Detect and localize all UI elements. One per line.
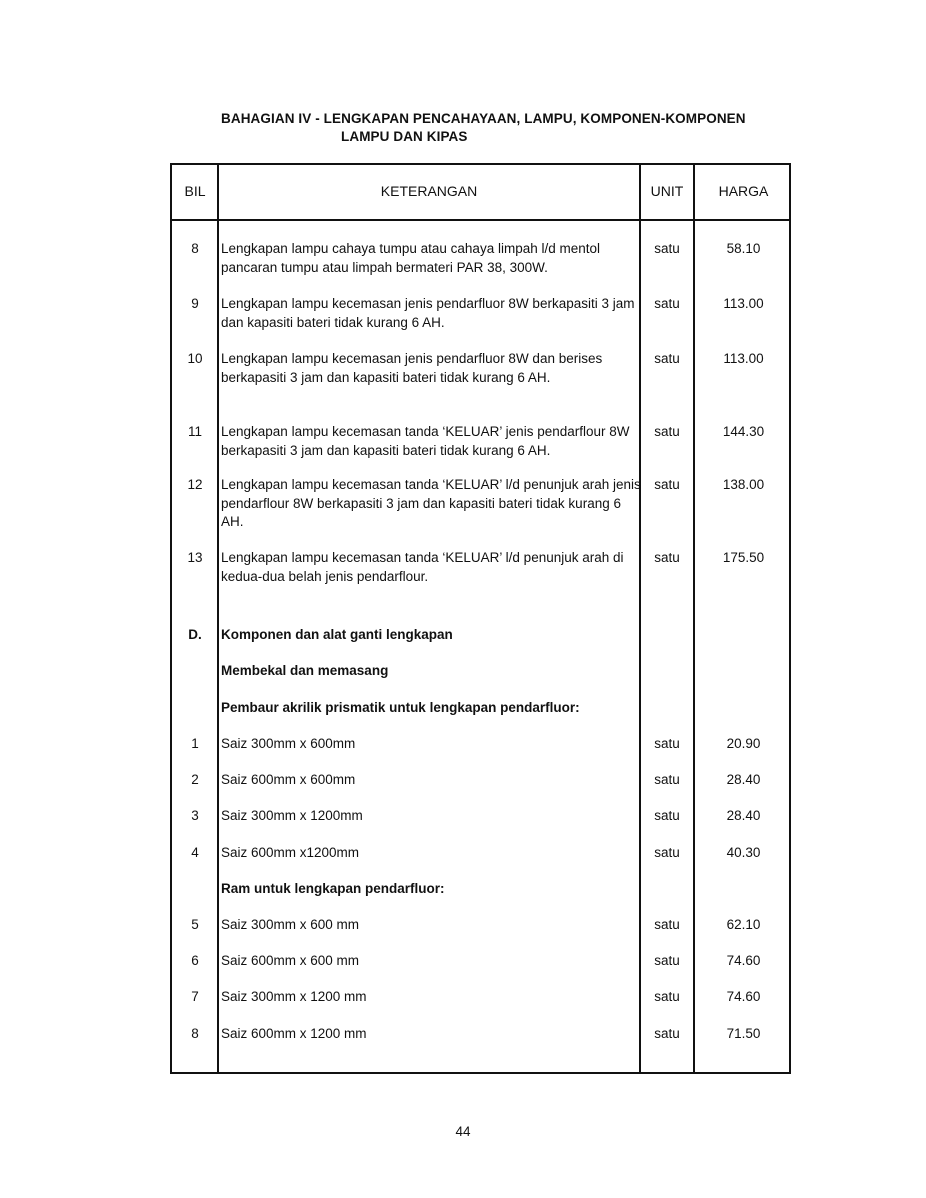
cell-unit: satu <box>654 296 680 311</box>
cell-keterangan: Saiz 300mm x 600mm <box>221 736 356 751</box>
cell-unit: satu <box>654 1026 680 1041</box>
cell-unit: satu <box>654 351 680 366</box>
cell-keterangan: Saiz 600mm x 600mm <box>221 772 356 787</box>
cell-keterangan: Lengkapan lampu cahaya tumpu atau cahaya limpah l/d mentol pancaran tumpu atau limpah bermateri PAR 38, 300W. <box>221 241 600 275</box>
cell-harga: 71.50 <box>726 1026 761 1041</box>
cell-keterangan: Membekal dan memasang <box>221 663 389 678</box>
cell-harga: 28.40 <box>726 808 761 823</box>
cell-keterangan: Ram untuk lengkapan pendarfluor: <box>221 881 445 896</box>
cell-bil: D. <box>188 627 202 642</box>
cell-harga: 113.00 <box>723 296 764 311</box>
header-harga: HARGA <box>718 183 769 199</box>
cell-bil: 6 <box>191 953 199 968</box>
cell-unit: satu <box>654 424 680 439</box>
cell-harga: 138.00 <box>722 477 765 492</box>
cell-bil: 13 <box>187 550 203 565</box>
cell-keterangan: Saiz 300mm x 1200mm <box>221 808 363 823</box>
cell-unit: satu <box>654 772 680 787</box>
cell-harga: 28.40 <box>726 772 761 787</box>
header-unit: UNIT <box>650 183 684 199</box>
price-table <box>170 163 791 1074</box>
cell-harga: 58.10 <box>726 241 761 256</box>
header-bil: BIL <box>184 183 206 199</box>
cell-keterangan: Komponen dan alat ganti lengkapan <box>221 627 453 642</box>
section-title-line2: LAMPU DAN KIPAS <box>341 129 468 144</box>
cell-bil: 2 <box>191 772 199 787</box>
cell-unit: satu <box>654 808 680 823</box>
cell-bil: 12 <box>187 477 203 492</box>
cell-bil: 11 <box>187 424 202 439</box>
cell-keterangan: Saiz 600mm x 1200 mm <box>221 1026 367 1041</box>
cell-bil: 8 <box>191 1026 199 1041</box>
cell-harga: 62.10 <box>726 917 761 932</box>
cell-unit: satu <box>654 989 680 1004</box>
cell-unit: satu <box>654 241 680 256</box>
cell-unit: satu <box>654 550 680 565</box>
cell-bil: 4 <box>191 845 199 860</box>
cell-bil: 1 <box>191 736 199 751</box>
header-divider <box>172 219 789 221</box>
cell-keterangan: Lengkapan lampu kecemasan tanda ‘KELUAR’ jenis pendarflour 8W berkapasiti 3 jam dan kapasiti bateri tidak kurang 6 AH. <box>221 424 630 458</box>
cell-unit: satu <box>654 917 680 932</box>
cell-harga: 144.30 <box>722 424 765 439</box>
page-number: 44 <box>455 1124 471 1139</box>
cell-harga: 74.60 <box>726 953 761 968</box>
cell-keterangan: Saiz 300mm x 600 mm <box>221 917 360 932</box>
cell-bil: 3 <box>191 808 199 823</box>
cell-bil: 7 <box>191 989 199 1004</box>
cell-unit: satu <box>654 845 680 860</box>
cell-harga: 175.50 <box>722 550 765 565</box>
cell-harga: 40.30 <box>726 845 761 860</box>
cell-keterangan: Lengkapan lampu kecemasan jenis pendarfluor 8W dan berises berkapasiti 3 jam dan kapasiti bateri tidak kurang 6 AH. <box>221 351 603 385</box>
section-title-line1: BAHAGIAN IV - LENGKAPAN PENCAHAYAAN, LAMPU, KOMPONEN-KOMPONEN <box>221 111 746 126</box>
cell-harga: 74.60 <box>726 989 761 1004</box>
cell-unit: satu <box>654 477 680 492</box>
cell-keterangan: Saiz 600mm x 600 mm <box>221 953 360 968</box>
cell-keterangan: Pembaur akrilik prismatik untuk lengkapan pendarfluor: <box>221 700 580 715</box>
section-title <box>221 110 746 146</box>
header-keterangan: KETERANGAN <box>380 183 478 199</box>
cell-unit: satu <box>654 953 680 968</box>
cell-keterangan: Lengkapan lampu kecemasan jenis pendarfluor 8W berkapasiti 3 jam dan kapasiti bateri tidak kurang 6 AH. <box>221 296 635 330</box>
cell-keterangan: Lengkapan lampu kecemasan tanda ‘KELUAR’ l/d penunjuk arah di kedua-dua belah jenis pendarflour. <box>221 550 624 584</box>
cell-unit: satu <box>654 736 680 751</box>
cell-keterangan: Saiz 300mm x 1200 mm <box>221 989 367 1004</box>
cell-bil: 10 <box>187 351 203 366</box>
cell-bil: 8 <box>191 241 199 256</box>
cell-keterangan: Saiz 600mm x1200mm <box>221 845 360 860</box>
cell-bil: 5 <box>191 917 199 932</box>
cell-bil: 9 <box>191 296 199 311</box>
cell-keterangan: Lengkapan lampu kecemasan tanda ‘KELUAR’ l/d penunjuk arah jenis pendarflour 8W berkapasiti 3 jam dan kapasiti bateri tidak kurang 6 AH. <box>221 477 641 529</box>
cell-harga: 20.90 <box>726 736 761 751</box>
cell-harga: 113.00 <box>723 351 764 366</box>
